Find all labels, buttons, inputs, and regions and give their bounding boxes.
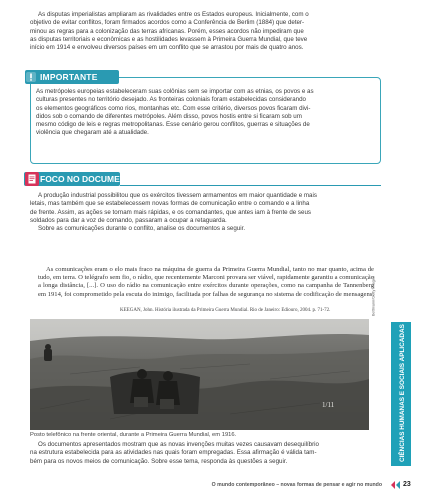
photo-credit: [370, 248, 376, 318]
chevron-icon: [391, 481, 401, 489]
quote-source: KEEGAN, John. História ilustrada da Primeira Guerra Mundial. Rio de Janeiro: Ediouro, 2004. p. 71-72.: [120, 308, 331, 313]
foco-line-text: A produção industrial possibilitou que os exércitos tivessem armamentos em maior quantidade e mais: [38, 192, 317, 199]
foco-paragraph: [30, 192, 381, 233]
importante-title: IMPORTANTE: [40, 72, 98, 82]
importante-text: [36, 88, 376, 138]
closing-line: Os documentos apresentados mostram que as novas invenções muitas vezes causavam desequilíbrio: [38, 441, 319, 448]
foco-line-text: soldados para dar a voz de comando, passaram a ocupar a retaguarda.: [30, 216, 227, 224]
importante-line: culturas presentes no território desejado. As fronteiras coloniais foram estabelecidas considerando: [36, 96, 306, 104]
importante-line: didos sob o comando de diferentes metrópoles. Além disso, povos hostis entre si ficaram sob um: [36, 112, 302, 120]
closing-line: na estrutura estabelecida para as atividades nas quais foram empregadas. Essa afirmação é válida tam-: [30, 449, 317, 457]
quote-text: As comunicações eram o elo mais fraco na máquina de guerra da Primeira Guerra Mundial, tanto no mar quanto, acima de tudo, em terra. O telégrafo sem fio, o rádio, que recentemente Marconi provara ser viável, rapidamente garantiu a comunicação a longa distância, [...]. O uso do rádio na comunicação entre exércitos durante operações, como na campanha de Tannenberg em 1914, foi comprometido pela escuta do inimigo, facilitada por falhas de segurança no sistema de codificação de mensagens.: [38, 266, 374, 298]
svg-text:1/11: 1/11: [322, 401, 335, 409]
foco-divider: [120, 185, 381, 186]
foco-title: FOCO NO DOCUMENTO: [40, 174, 138, 184]
importante-line: os elementos geográficos como rios, montanhas etc. Com esse critério, diversos povos ficaram divi-: [36, 104, 311, 112]
importante-line: As metrópoles europeias estabeleceram suas colônias sem se importar com as etnias, os povos e as: [36, 88, 314, 95]
svg-text:Bettmann/Getty Images: Bettmann/Getty Images: [371, 276, 376, 316]
page-number: 23: [403, 481, 411, 488]
closing-line: bém para os novos meios de comunicação. Sobre esse tema, responda às questões a seguir.: [30, 457, 288, 465]
intro-line: início em 1914 e envolveu diversos países em um conflito que se arrastou por mais de quatro anos.: [30, 44, 304, 52]
intro-line: minou as regras para a colonização das terras africanas. Porém, esses acordos não impediram que: [30, 27, 304, 35]
historical-photo: [30, 319, 369, 430]
intro-line: As disputas imperialistas ampliaram as rivalidades entre os Estados europeus. Inicialmente, com o: [38, 11, 309, 18]
foco-line-text: de frente. Assim, as ações se tornam mais rápidas, e os comandantes, que antes iam à frente de seus: [30, 208, 311, 216]
importante-line: mesmo código de leis e regras metropolitanas. Esse cenário gerou conflitos, guerras e situações de: [36, 121, 310, 129]
intro-paragraph: [30, 11, 381, 52]
important-icon: [26, 72, 36, 82]
closing-paragraph: [30, 441, 381, 466]
foco-line-text: Sobre as comunicações durante o conflito, analise os documentos a seguir.: [38, 225, 246, 233]
svg-text:CIÊNCIAS HUMANAS E SOCIAIS APL: CIÊNCIAS HUMANAS E SOCIAIS APLICADAS: [399, 324, 406, 462]
subject-side-label: [391, 322, 411, 466]
importante-line: violência que chegaram até a atualidade.: [36, 129, 149, 137]
intro-line: as disputas territoriais e econômicas e as hostilidades levassem à Primeira Guerra Mundial, que teve: [30, 35, 308, 43]
document-icon: [25, 172, 39, 186]
intro-line: objetivo de evitar conflitos, foram firmados acordos como a Conferência de Berlim (1884) que deter-: [30, 19, 305, 27]
footer-title: O mundo contemporâneo – novas formas de pensar e agir no mundo: [211, 482, 382, 488]
photo-caption: Posto telefônico na frente oriental, durante a Primeira Guerra Mundial, em 1916.: [30, 432, 237, 438]
foco-line-text: letais, mas também que se estabelecessem novas formas de comunicação entre o comando e a linha: [30, 200, 310, 208]
